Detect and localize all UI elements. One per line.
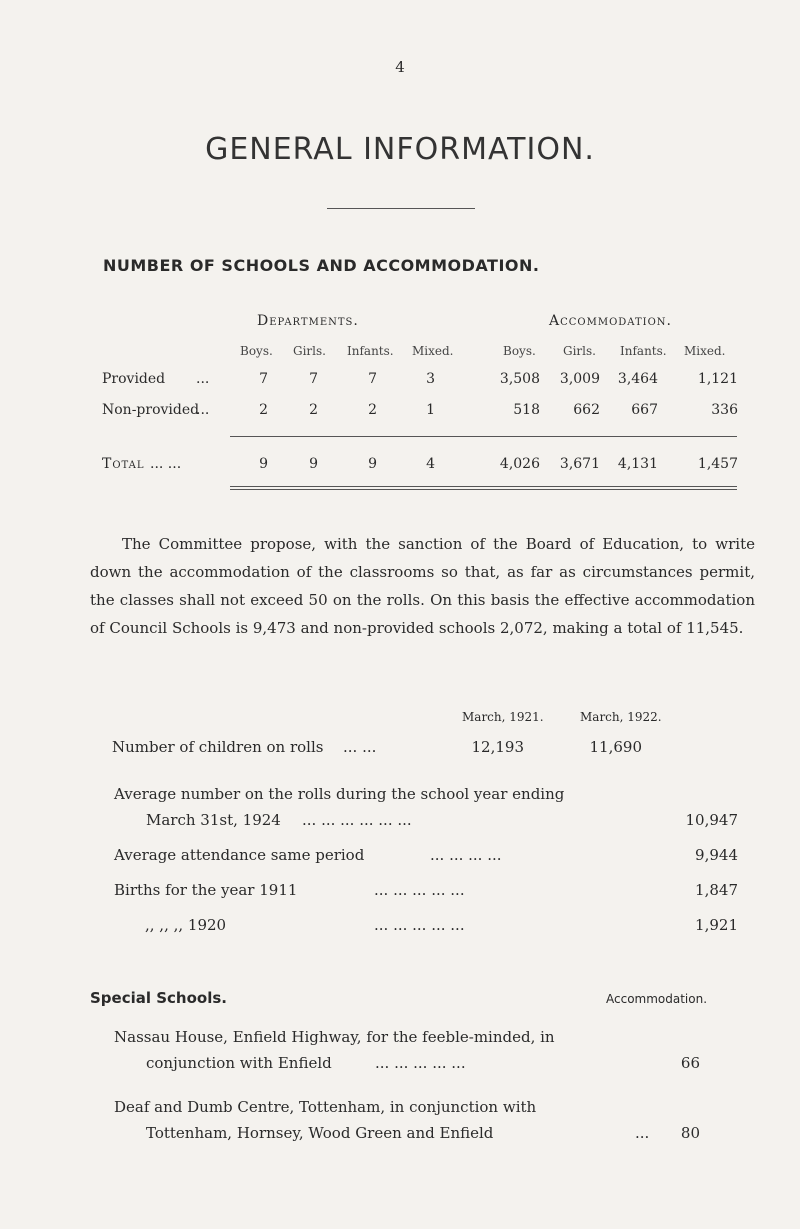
col-header-1921: March, 1921. <box>462 710 544 724</box>
births-1920-value: 1,921 <box>695 916 738 934</box>
rolls-value-1921: 12,193 <box>471 738 524 756</box>
row-leader-total: ... ... <box>150 456 182 472</box>
cell-nonprov-dept-girls: 2 <box>309 402 318 418</box>
cell-total-dept-mixed: 4 <box>426 456 435 472</box>
col-acc-infants: Infants. <box>620 344 667 358</box>
cell-nonprov-dept-boys: 2 <box>259 402 268 418</box>
deaf-line1: Deaf and Dumb Centre, Tottenham, in conjunction with <box>114 1098 537 1116</box>
nassau-line2: conjunction with Enfield <box>146 1054 332 1072</box>
births-1920-label: ,, ,, ,, 1920 <box>145 916 227 934</box>
deaf-line2: Tottenham, Hornsey, Wood Green and Enfield <box>146 1124 494 1142</box>
section-heading: NUMBER OF SCHOOLS AND ACCOMMODATION. <box>103 256 540 275</box>
cell-total-acc-mixed: 1,457 <box>697 456 738 472</box>
attendance-label: Average attendance same period <box>114 846 365 864</box>
accommodation-paragraph: The Committee propose, with the sanction of the Board of Education, to write down the accommodation of the classrooms so that, as far as circumstances permit, the classes shall not exceed 50 on the rolls. On this basis the effective accommodation of Council Schools is 9,473 and non-provided schools 2,072, making a total of 11,545. <box>90 535 755 637</box>
nassau-line1: Nassau House, Enfield Highway, for the feeble-minded, in <box>114 1028 555 1046</box>
cell-nonprov-acc-mixed: 336 <box>711 402 738 418</box>
col-header-1922: March, 1922. <box>580 710 662 724</box>
cell-provided-acc-infants: 3,464 <box>617 371 658 387</box>
row-label-provided: Provided <box>102 371 166 387</box>
row-label-total: Total <box>102 456 145 472</box>
cell-provided-dept-girls: 7 <box>309 371 318 387</box>
cell-total-dept-girls: 9 <box>309 456 318 472</box>
births-1911-label: Births for the year 1911 <box>114 881 298 899</box>
cell-nonprov-acc-girls: 662 <box>573 402 600 418</box>
attendance-leader: ... ... ... ... <box>430 846 502 864</box>
cell-provided-acc-mixed: 1,121 <box>697 371 738 387</box>
row-leader-provided: ... <box>196 371 210 387</box>
cell-provided-dept-boys: 7 <box>259 371 268 387</box>
cell-total-acc-girls: 3,671 <box>559 456 600 472</box>
departments-heading: Departments. <box>257 313 359 329</box>
col-dept-mixed: Mixed. <box>412 344 454 358</box>
col-acc-mixed: Mixed. <box>684 344 726 358</box>
cell-provided-dept-mixed: 3 <box>426 371 435 387</box>
rolls-leader: ... ... <box>343 738 377 756</box>
page-title: GENERAL INFORMATION. <box>205 132 595 167</box>
cell-nonprov-dept-infants: 2 <box>368 402 377 418</box>
average-rolls-line1: Average number on the rolls during the school year ending <box>114 785 565 803</box>
cell-provided-acc-girls: 3,009 <box>559 371 600 387</box>
cell-nonprov-dept-mixed: 1 <box>426 402 435 418</box>
attendance-value: 9,944 <box>695 846 738 864</box>
total-bottom-rule-1 <box>230 486 737 487</box>
total-top-rule <box>230 436 737 437</box>
average-rolls-value: 10,947 <box>685 811 738 829</box>
row-label-non-provided: Non-provided <box>102 402 200 418</box>
col-dept-girls: Girls. <box>293 344 326 358</box>
cell-provided-acc-boys: 3,508 <box>499 371 540 387</box>
rolls-value-1922: 11,690 <box>589 738 642 756</box>
deaf-leader: ... <box>635 1124 650 1142</box>
births-1920-leader: ... ... ... ... ... <box>374 916 465 934</box>
col-acc-girls: Girls. <box>563 344 596 358</box>
cell-provided-dept-infants: 7 <box>368 371 377 387</box>
average-rolls-leader: ... ... ... ... ... ... <box>302 811 412 829</box>
rolls-label: Number of children on rolls <box>112 738 324 756</box>
special-accommodation-heading: Accommodation. <box>606 992 708 1006</box>
cell-total-dept-infants: 9 <box>368 456 377 472</box>
row-leader-non-provided: ... <box>196 402 210 418</box>
special-schools-heading: Special Schools. <box>90 989 227 1007</box>
deaf-value: 80 <box>680 1124 700 1142</box>
total-bottom-rule-2 <box>230 489 737 490</box>
births-1911-leader: ... ... ... ... ... <box>374 881 465 899</box>
cell-nonprov-acc-boys: 518 <box>513 402 540 418</box>
col-acc-boys: Boys. <box>503 344 536 358</box>
cell-nonprov-acc-infants: 667 <box>631 402 658 418</box>
nassau-leader: ... ... ... ... ... <box>375 1054 466 1072</box>
average-rolls-line2: March 31st, 1924 <box>146 811 281 829</box>
cell-total-dept-boys: 9 <box>259 456 268 472</box>
page-number: 4 <box>395 58 405 76</box>
births-1911-value: 1,847 <box>695 881 738 899</box>
cell-total-acc-infants: 4,131 <box>617 456 658 472</box>
accommodation-heading: Accommodation. <box>549 313 672 329</box>
title-rule <box>327 208 475 209</box>
col-dept-boys: Boys. <box>240 344 273 358</box>
cell-total-acc-boys: 4,026 <box>499 456 540 472</box>
nassau-value: 66 <box>680 1054 700 1072</box>
col-dept-infants: Infants. <box>347 344 394 358</box>
